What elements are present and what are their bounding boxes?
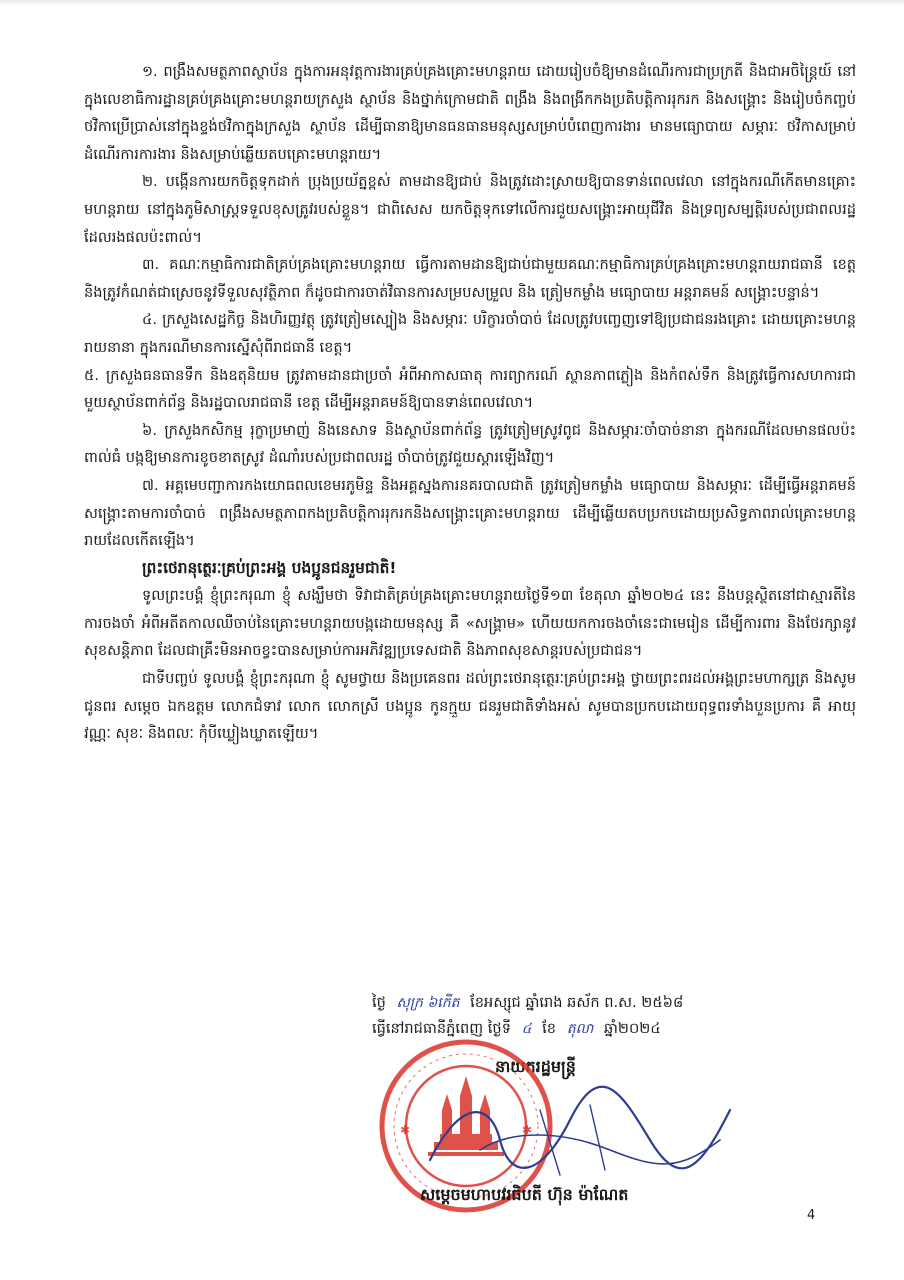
month-handwritten: តុលា xyxy=(566,1021,594,1037)
paragraph-5: ៥. ក្រសួងធនធានទឹក និងឧតុនិយម ត្រូវតាមដានជាប្រចាំ អំពីអាកាសធាតុ ការព្យាករណ៍ ស្ថានភាពភ្លៀង និងកំពស់ទឹក និងត្រូវធ្វើការសហការជាមួយស្ថាប័នពាក់ព័ន្ធ និងរដ្ឋបាលរាជធានី ខេត្ត ដើម្បីអន្តរាគមន៍ឱ្យបានទាន់ពេលវេលា។ xyxy=(84,366,856,412)
handwritten-signature-icon xyxy=(420,1080,740,1190)
paragraph-4: ៤. ក្រសួងសេដ្ឋកិច្ច និងហិរញ្ញវត្ថុ ត្រូវត្រៀមស្បៀង និងសម្ភារៈ បរិក្ខារចាំបាច់ ដែលត្រូវបញ្ចេញទៅឱ្យប្រជាជនរងគ្រោះ ដោយគ្រោះមហន្តរាយនានា ក្នុងករណីមានការស្នើសុំពីរាជធានី ខេត្ត។ xyxy=(84,311,856,356)
page-number: 4 xyxy=(807,1208,816,1223)
paragraph-2: ២. បង្កើនការយកចិត្តទុកដាក់ ប្រុងប្រយ័ត្នខ្ពស់ តាមដានឱ្យជាប់ និងត្រូវដោះស្រាយឱ្យបានទាន់ពេលវេលា នៅក្នុងករណីកើតមានគ្រោះមហន្តរាយ នៅក្នុងភូមិសាស្ត្រទទួលខុសត្រូវរបស់ខ្លួន។ ជាពិសេស យកចិត្តទុកទៅលើការជួយសង្គ្រោះអាយុជីវិត និងទ្រព្យសម្បត្តិរបស់ប្រជាពលរដ្ឋ ដែលរងផលប៉ះពាល់។ xyxy=(84,173,856,246)
letter-body xyxy=(84,58,856,748)
lunar-date-line xyxy=(372,990,872,1016)
year: ឆ្នាំ២០២៤ xyxy=(604,1020,661,1037)
page-top-edge xyxy=(0,0,904,6)
svg-text:✱: ✱ xyxy=(400,1123,411,1137)
closing-paragraph-2: ជាទីបញ្ចប់ ទូលបង្គំ ខ្ញុំព្រះករុណា ខ្ញុំ សូមថ្វាយ និងប្រគេនពរ ដល់ព្រះថេរានុត្ថេរៈគ្រប់ព្រះអង្គ ថ្វាយព្រះពរដល់អង្គព្រះមហាក្សត្រ និងសូមជូនពរ សម្តេច ឯកឧត្តម លោកជំទាវ លោក លោកស្រី បងប្អូន កូនក្មួយ ជនរួមជាតិទាំងអស់ សូមបានប្រកបដោយពុទ្ធពរទាំងបួនប្រការ គឺ អាយុ វណ្ណៈ សុខៈ និងពលៈ កុំបីឃ្លៀងឃ្លាតឡើយ។ xyxy=(84,670,856,743)
paragraph-6: ៦. ក្រសួងកសិកម្ម រុក្ខាប្រមាញ់ និងនេសាទ និងស្ថាប័នពាក់ព័ន្ធ ត្រូវត្រៀមស្រូវពូជ និងសម្ភារៈចាំបាច់នានា ក្នុងករណីដែលមានផលប៉ះពាល់ធំ បង្កឱ្យមានការខូចខាតស្រូវ ដំណាំរបស់ប្រជាពលរដ្ឋ ចាំបាច់ត្រូវជួយស្តារឡើងវិញ។ xyxy=(84,421,856,467)
paragraph-1: ១. ពង្រឹងសមត្ថភាពស្ថាប័ន ក្នុងការអនុវត្តការងារគ្រប់គ្រងគ្រោះមហន្តរាយ ដោយរៀបចំឱ្យមានដំណើរការជាប្រក្រតី និងជាអចិន្ត្រៃយ៍ នៅក្នុងលេខាធិការដ្ឋានគ្រប់គ្រងគ្រោះមហន្តរាយក្រសួង ស្ថាប័ន និងថ្នាក់ក្រោមជាតិ ពង្រឹង និងពង្រីកកងប្រតិបត្តិការរុករក និងសង្គ្រោះ និងរៀបចំកញ្ចប់ថវិកាប្រើប្រាស់នៅក្នុងខ្ទង់ថវិកាក្នុងក្រសួង ស្ថាប័ន ដើម្បីធានាឱ្យមានធនធានមនុស្សសម្រាប់បំពេញការងារ មានមធ្យោបាយ សម្ភារៈ ថវិកាសម្រាប់ដំណើរការការងារ និងសម្រាប់ឆ្លើយតបគ្រោះមហន្តរាយ។ xyxy=(84,63,856,163)
lunar-month-label: ខែអស្សុជ xyxy=(470,994,521,1011)
svg-text:✱: ✱ xyxy=(522,1123,533,1137)
paragraph-7: ៧. អគ្គមេបញ្ជាការកងយោធពលខេមរភូមិន្ទ និងអគ្គស្នងការនគរបាលជាតិ ត្រូវត្រៀមកម្លាំង មធ្យោបាយ និងសម្ភារៈ ដើម្បីធ្វើអន្តរាគមន៍សង្គ្រោះតាមការចាំបាច់ ពង្រឹងសមត្ថភាពកងប្រតិបត្តិការរុករកនិងសង្គ្រោះគ្រោះមហន្តរាយ ដើម្បីឆ្លើយតបប្រកបដោយប្រសិទ្ធភាពរាល់គ្រោះមហន្តរាយដែលកើតឡើង។ xyxy=(84,476,856,550)
day-handwritten: ៤ xyxy=(521,1021,532,1037)
date-block xyxy=(372,990,872,1042)
signatory-name: សម្តេចមហាបវរធិបតី ហ៊ុន ម៉ាណែត xyxy=(420,1185,629,1204)
closing-paragraph-1: ទូលព្រះបង្គំ ខ្ញុំព្រះករុណា ខ្ញុំ សង្ឃឹមថា ទិវាជាតិគ្រប់គ្រងគ្រោះមហន្តរាយថ្ងៃទី១៣ ខែតុលា ឆ្នាំ២០២៤ នេះ នឹងបន្តស្ថិតនៅជាស្មារតីនៃការចងចាំ អំពីអតីតកាលឈឺចាប់នៃគ្រោះមហន្តរាយបង្កដោយមនុស្ស គឺ «សង្គ្រាម» ហើយយកការចងចាំនេះជាមេរៀន ដើម្បីការពារ និងថែរក្សានូវសុខសន្តិភាព ដែលជាគ្រឹះមិនអាចខ្វះបានសម្រាប់ការអភិវឌ្ឍប្រទេសជាតិ និងភាពសុខសាន្តរបស់ប្រជាជន។ xyxy=(84,587,856,660)
place-prefix: ធ្វើនៅរាជធានីភ្នំពេញ ថ្ងៃទី xyxy=(372,1020,511,1037)
lunar-year: ឆ្នាំរោង ឆស័ក ព.ស. ២៥៦៨ xyxy=(525,994,684,1011)
month-prefix: ខែ xyxy=(542,1020,557,1037)
paragraph-3: ៣. គណៈកម្មាធិការជាតិគ្រប់គ្រងគ្រោះមហន្តរាយ ធ្វើការតាមដានឱ្យជាប់ជាមួយគណៈកម្មាធិការគ្រប់គ្រងគ្រោះមហន្តរាយរាជធានី ខេត្ត និងត្រូវកំណត់ជាស្រេចនូវទីទួលសុវត្ថិភាព ក៏ដូចជាការចាត់វិធានការសម្របសម្រួល និង ត្រៀមកម្លាំង មធ្យោបាយ អន្តរាគមន៍ សង្គ្រោះបន្ទាន់។ xyxy=(84,256,856,301)
salutation: ព្រះថេរានុត្ថេរៈគ្រប់ព្រះអង្គ បងប្អូនជនរួមជាតិ! xyxy=(142,558,397,577)
lunar-prefix: ថ្ងៃ xyxy=(372,994,386,1011)
lunar-day-handwritten: សុក្រ ៦កើត xyxy=(396,995,460,1011)
signatory-title: នាយករដ្ឋមន្ត្រី xyxy=(495,1057,576,1076)
